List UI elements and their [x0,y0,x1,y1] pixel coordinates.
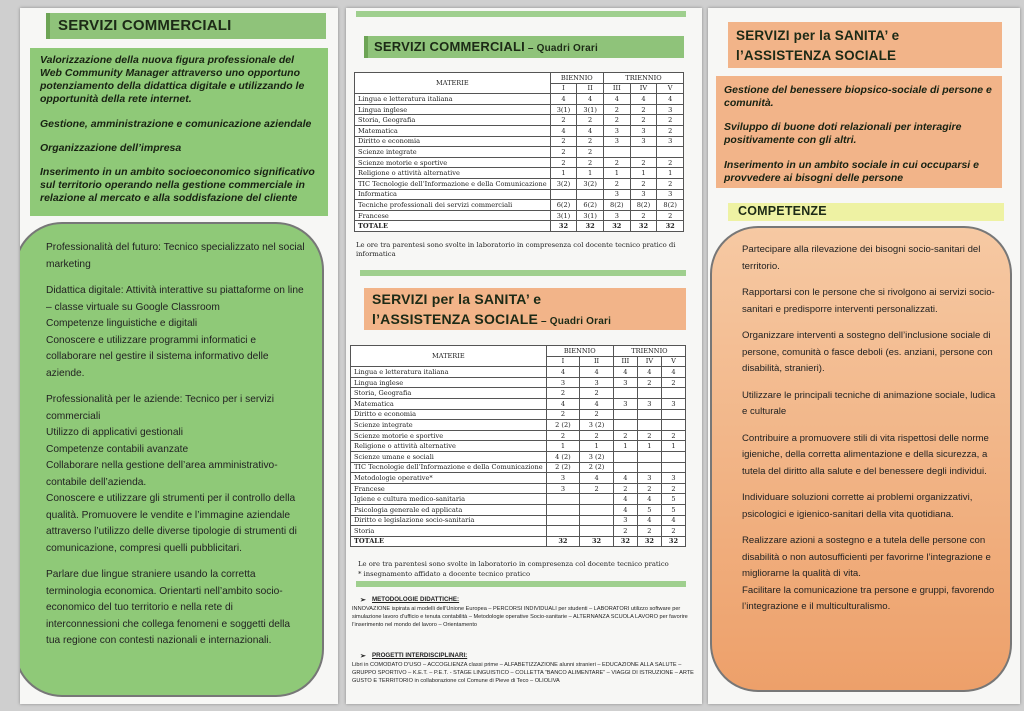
hours-cell: 2 [577,115,604,126]
table-note: Le ore tra parentesi sono svolte in laboratorio in compresenza col docente tecnico pratico [358,560,669,568]
year-header: II [580,356,614,367]
hours-cell: 2 [657,178,684,189]
competenze-box [710,226,1012,692]
hours-cell: 3 [603,125,630,136]
commerciali-orari-title: SERVIZI COMMERCIALI – Quadri Orari [364,36,684,58]
hours-cell: 3(1) [550,210,577,221]
commerciali-intro [30,48,328,216]
skill-paragraph: Organizzare interventi a sostegno dell’inclusione sociale di persone, comunità o fasce deboli (es. anziani, persone con disabilità, stranieri). [742,330,993,374]
hours-cell: 4 [580,367,614,378]
divider [356,11,686,17]
hours-cell: 4 (2) [546,451,580,462]
hours-cell: 4 [546,367,580,378]
sanita-intro [716,76,1002,188]
year-header: III [613,356,637,367]
table-row [355,147,684,158]
table-row [355,178,684,189]
sanita-title: SERVIZI per la SANITA’ e l’ASSISTENZA SOCIALE [728,22,1002,68]
table-row [351,367,686,378]
hours-cell: 2 [580,430,614,441]
skill-paragraph: Parlare due lingue straniere usando la corretta terminologia economica. Orientarti nell’ambito socio-economico del tuo territorio e nella rete di interconnessioni che collega fenomeni e soggetti della tua regione con contesti nazionali e internazionali. [46,569,291,647]
hours-cell [613,388,637,399]
table-row [351,430,686,441]
total-cell: 32 [603,221,630,232]
hours-cell [661,462,685,473]
commerciali-title: SERVIZI COMMERCIALI [46,13,326,39]
skill-paragraph: Contribuire a promuovere stili di vita rispettosi delle norme igieniche, della corretta alimentazione e della sicurezza, a tutela del diritto alla salute e del benessere degli individui. [742,432,989,477]
skill-paragraph: Individuare soluzioni corrette ai problemi organizzativi, psicologici e igienico-sanitari della vita quotidiana. [742,492,973,520]
table-row [351,409,686,420]
hours-cell [613,451,637,462]
total-label: TOTALE [355,221,551,232]
hours-cell: 2 [546,409,580,420]
hours-cell: 4 [577,94,604,105]
subject-cell: Scienze umane e sociali [351,451,547,462]
hours-cell: 3 [546,377,580,388]
subject-cell: Storia, Geografia [351,388,547,399]
hours-cell: 2 [613,526,637,537]
hours-cell: 2 [630,210,657,221]
total-row [351,536,686,547]
hours-cell: 2 [613,483,637,494]
hours-cell: 3 [661,398,685,409]
hours-cell: 2 [637,377,661,388]
subject-cell: Religione o attività alternative [351,441,547,452]
subject-cell: Francese [351,483,547,494]
hours-cell: 1 [577,168,604,179]
subject-cell: Tecniche professionali dei servizi commerciali [355,200,551,211]
table-row [351,388,686,399]
hours-cell: 3 [630,125,657,136]
hours-cell: 1 [546,441,580,452]
header-materie: MATERIE [351,346,547,367]
divider [356,581,686,587]
hours-cell [546,526,580,537]
table-row [351,473,686,484]
hours-cell [580,515,614,526]
hours-cell: 4 [613,367,637,378]
year-header: II [577,83,604,94]
total-cell: 32 [577,221,604,232]
hours-cell [603,147,630,158]
hours-cell: 4 [550,94,577,105]
commerciali-skills-box [20,222,324,697]
total-cell: 32 [630,221,657,232]
hours-cell: 2 [657,125,684,136]
subject-cell: Matematica [351,398,547,409]
hours-cell: 5 [661,494,685,505]
hours-cell: 3 [637,473,661,484]
hours-cell [657,147,684,158]
total-cell: 32 [580,536,614,547]
total-label: TOTALE [351,536,547,547]
table-row [351,515,686,526]
hours-cell: 2 [661,483,685,494]
hours-cell: 2 [603,104,630,115]
total-cell: 32 [657,221,684,232]
hours-cell: 4 [637,367,661,378]
hours-cell: 3 [630,136,657,147]
hours-cell: 4 [577,125,604,136]
hours-cell: 3 (2) [580,420,614,431]
hours-cell: 4 [546,398,580,409]
hours-cell: 2 [630,115,657,126]
hours-cell [661,409,685,420]
hours-cell: 3 [603,136,630,147]
hours-cell: 1 [580,441,614,452]
hours-cell: 4 [637,494,661,505]
subject-cell: Scienze integrate [351,420,547,431]
hours-cell: 6(2) [550,200,577,211]
hours-cell: 3(1) [577,104,604,115]
hours-cell: 2 [577,136,604,147]
hours-cell: 2 [657,157,684,168]
hours-cell: 2 (2) [546,420,580,431]
hours-cell: 8(2) [630,200,657,211]
hours-cell: 3 [613,515,637,526]
hours-cell [630,147,657,158]
hours-cell: 2 [603,178,630,189]
skill-paragraph: Partecipare alla rilevazione dei bisogni socio-sanitari del territorio. [742,244,981,272]
table-row [351,483,686,494]
table-row [355,115,684,126]
hours-cell [580,494,614,505]
hours-cell: 4 [603,94,630,105]
table-row [355,189,684,200]
hours-cell: 2 [661,526,685,537]
hours-cell: 3 [603,189,630,200]
subject-cell: Scienze motorie e sportive [355,157,551,168]
hours-cell [637,451,661,462]
subject-cell: Diritto e legislazione socio-sanitaria [351,515,547,526]
year-header: I [550,83,577,94]
intro-paragraph: Gestione del benessere biopsico-sociale di persone e comunità. [724,84,992,110]
intro-paragraph: Inserimento in un ambito sociale in cui occuparsi e provvedere ai bisogni delle persone [724,158,979,184]
subject-cell: Igiene e cultura medico-sanitaria [351,494,547,505]
hours-cell: 4 [550,125,577,136]
progetti-heading: ➢ PROGETTI INTERDISCIPLINARI: [352,652,698,661]
table-row [351,451,686,462]
hours-cell: 3 [630,189,657,200]
hours-cell [546,515,580,526]
hours-cell: 2 [630,104,657,115]
total-cell: 32 [661,536,685,547]
competenze-title: COMPETENZE [728,203,1004,221]
hours-cell: 2 [630,178,657,189]
skill-paragraph: Professionalità per le aziende: Tecnico per i servizi commerciali Utilizzo di applicativi gestionali Competenze contabili avanzate Collaborare nella gestione dell’area amministrativo-contabile dell’azienda. Conoscere e utilizzare gli strumenti per il controllo della qualità. Promuovere le vendite e l’immagine aziendale attraverso l’utilizzo delle diverse tipologie di strumenti di comunicazione, compresi quelli pubblicitari. [46,394,297,554]
hours-cell: 2 [630,157,657,168]
hours-cell: 4 [661,367,685,378]
hours-cell: 2 [657,115,684,126]
hours-cell: 2 (2) [546,462,580,473]
hours-cell: 8(2) [657,200,684,211]
skill-paragraph: Realizzare azioni a sostegno e a tutela delle persone con disabilità o non autosufficienti per favorirne l’integrazione e migliorarne la qualità di vita. Facilitare la comunicazione tra persone e gruppi, favorendo l’integrazione e il multiculturalismo. [742,535,995,612]
hours-cell [637,462,661,473]
hours-cell: 3(1) [577,210,604,221]
hours-cell: 4 [657,94,684,105]
right-panel [708,8,1020,704]
hours-cell: 1 [637,441,661,452]
hours-cell: 4 [580,473,614,484]
table-row [351,504,686,515]
metodologie-heading: ➢ METODOLOGIE DIDATTICHE: [352,596,698,605]
hours-cell: 4 [613,504,637,515]
table-row [351,398,686,409]
hours-cell: 2 [603,157,630,168]
intro-paragraph: Gestione, amministrazione e comunicazione aziendale [40,117,312,130]
hours-cell: 2 [661,377,685,388]
hours-cell: 3 [580,377,614,388]
hours-cell [580,504,614,515]
hours-cell: 3 [661,473,685,484]
hours-cell: 2 [577,157,604,168]
header-triennio: TRIENNIO [613,346,685,357]
table-footnote: * insegnamento affidato a docente tecnico pratico [358,570,531,578]
hours-cell: 2 [657,210,684,221]
hours-cell: 1 [661,441,685,452]
progetti-text: Libri in COMODATO D’USO – ACCOGLIENZA classi prime – ALFABETIZZAZIONE alunni stranieri – EDUCAZIONE ALLA SALUTE – GRUPPO SPORTIVO – K.E.T. – P.E.T. - STAGE LINGUISTICO – COLLETTA “BANCO ALIMENTARE” – VIAGGI DI ISTRUZIONE – ARTE GUSTO E TERRITORIO in collaborazione col Comune di Pieve di Teco – OLIOLIVA [352,661,694,685]
subject-cell: Francese [355,210,551,221]
subject-cell: Informatica [355,189,551,200]
table-note: Le ore tra parentesi sono svolte in laboratorio in compresenza col docente tecnico pratico di informatica [356,241,676,258]
left-panel [20,8,338,704]
subject-cell: Lingua inglese [351,377,547,388]
table-row [351,441,686,452]
total-cell: 32 [550,221,577,232]
hours-cell [546,494,580,505]
total-cell: 32 [546,536,580,547]
hours-cell: 4 [613,494,637,505]
sanita-hours-table [350,345,686,547]
hours-cell: 3 [657,136,684,147]
hours-cell: 4 [637,515,661,526]
hours-cell [613,420,637,431]
subject-cell: Religione o attività alternative [355,168,551,179]
hours-cell: 2 [550,136,577,147]
table-row [351,494,686,505]
skill-paragraph: Didattica digitale: Attività interattive su piattaforme on line – classe virtuale su Google Classroom Competenze linguistiche e digitali Conoscere e utilizzare programmi informatici e collaborare nel gestire il sistema informativo delle aziende. [46,285,304,379]
hours-cell [580,526,614,537]
hours-cell: 2 [637,430,661,441]
hours-cell: 2 [637,526,661,537]
table-row [351,462,686,473]
hours-cell: 1 [550,168,577,179]
sanita-orari-title: SERVIZI per la SANITA’ e l’ASSISTENZA SOCIALE – Quadri Orari [364,288,686,330]
hours-cell: 3 [546,473,580,484]
hours-cell [661,451,685,462]
intro-paragraph: Inserimento in un ambito socioeconomico significativo sul territorio operando nella gestione commerciale in relazione al mercato e alla soddisfazione del cliente [40,165,315,204]
hours-cell: 3(2) [577,178,604,189]
year-header: V [661,356,685,367]
hours-cell: 5 [661,504,685,515]
subject-cell: Scienze integrate [355,147,551,158]
subject-cell: Psicologia generale ed applicata [351,504,547,515]
table-row [355,104,684,115]
table-row [355,157,684,168]
hours-cell: 3(1) [550,104,577,115]
subject-cell: Lingua inglese [355,104,551,115]
hours-cell [613,409,637,420]
total-cell: 32 [637,536,661,547]
hours-cell: 2 [546,388,580,399]
skill-paragraph: Utilizzare le principali tecniche di animazione sociale, ludica e culturale [742,389,996,417]
hours-cell: 3 [603,210,630,221]
hours-cell: 3 [657,189,684,200]
hours-cell: 2 [550,147,577,158]
total-cell: 32 [613,536,637,547]
table-row [355,136,684,147]
header-biennio: BIENNIO [550,73,603,84]
subject-cell: Matematica [355,125,551,136]
hours-cell: 2 (2) [580,462,614,473]
hours-cell: 3(2) [550,178,577,189]
subject-cell: Diritto e economia [355,136,551,147]
hours-cell: 4 [580,398,614,409]
subject-cell: Lingua e letteratura italiana [355,94,551,105]
hours-cell: 8(2) [603,200,630,211]
skill-paragraph: Professionalità del futuro: Tecnico specializzato nel social marketing [46,242,305,270]
table-row [355,200,684,211]
hours-cell [661,420,685,431]
hours-cell: 2 [550,157,577,168]
hours-cell: 2 [637,483,661,494]
hours-cell: 1 [603,168,630,179]
hours-cell [637,420,661,431]
hours-cell: 2 [546,430,580,441]
metodologie-text: INNOVAZIONE ispirata ai modelli dell’Unione Europea – PERCORSI INDIVIDUALI per studenti – LABORATORI utilizzo software per simulazione lavoro d’ufficio e tenuta contabilità – Metodologie operative Socio-sanitarie – ALTERNANZA SCUOLA LAVORO per favorire l’inserimento nel mondo del lavoro – Orientamento [352,605,688,629]
hours-cell: 1 [630,168,657,179]
hours-cell: 1 [613,441,637,452]
header-biennio: BIENNIO [546,346,613,357]
year-header: V [657,83,684,94]
hours-cell: 4 [613,473,637,484]
skill-paragraph: Rapportarsi con le persone che si rivolgono ai servizi socio-sanitari e predisporre interventi personalizzati. [742,287,995,315]
divider [360,270,686,276]
intro-paragraph: Organizzazione dell’impresa [40,141,182,154]
hours-cell: 2 [580,388,614,399]
table-row [355,210,684,221]
hours-cell [637,388,661,399]
hours-cell: 2 [580,409,614,420]
intro-paragraph: Sviluppo di buone doti relazionali per interagire positivamente con gli altri. [724,121,962,147]
subject-cell: Metodologie operative* [351,473,547,484]
hours-cell: 1 [657,168,684,179]
table-row [351,377,686,388]
hours-cell: 2 [613,430,637,441]
hours-cell [550,189,577,200]
subject-cell: Storia, Geografia [355,115,551,126]
hours-cell: 2 [580,483,614,494]
intro-paragraph: Valorizzazione della nuova figura professionale del Web Community Manager attraverso uno opportuno potenziamento della didattica digitale e utilizzando le opportunità della rete internet. [40,54,305,106]
subject-cell: TIC Tecnologie dell’Informazione e della Comunicazione [351,462,547,473]
table-row [355,125,684,136]
subject-cell: Scienze motorie e sportive [351,430,547,441]
hours-cell: 2 [577,147,604,158]
hours-cell: 2 [550,115,577,126]
total-row [355,221,684,232]
hours-cell: 5 [637,504,661,515]
hours-cell: 3 [613,398,637,409]
year-header: III [603,83,630,94]
table-row [355,94,684,105]
hours-cell [661,388,685,399]
hours-cell: 2 [661,430,685,441]
hours-cell: 4 [630,94,657,105]
metodologie-block [352,596,698,629]
header-triennio: TRIENNIO [603,73,683,84]
year-header: IV [637,356,661,367]
hours-cell [577,189,604,200]
header-materie: MATERIE [355,73,551,94]
hours-cell: 4 [661,515,685,526]
subject-cell: Storia [351,526,547,537]
hours-cell: 3 (2) [580,451,614,462]
subject-cell: Lingua e letteratura italiana [351,367,547,378]
hours-cell: 3 [613,377,637,388]
middle-panel [346,8,702,704]
year-header: IV [630,83,657,94]
table-row [351,526,686,537]
hours-cell: 3 [637,398,661,409]
subject-cell: TIC Tecnologie dell’Informazione e della Comunicazione [355,178,551,189]
table-row [355,168,684,179]
hours-cell: 6(2) [577,200,604,211]
commerciali-hours-table [354,72,684,232]
hours-cell [546,504,580,515]
table-row [351,420,686,431]
progetti-block [352,652,698,685]
hours-cell: 3 [546,483,580,494]
hours-cell [637,409,661,420]
year-header: I [546,356,580,367]
hours-cell: 3 [657,104,684,115]
hours-cell: 2 [603,115,630,126]
hours-cell [613,462,637,473]
subject-cell: Diritto e economia [351,409,547,420]
